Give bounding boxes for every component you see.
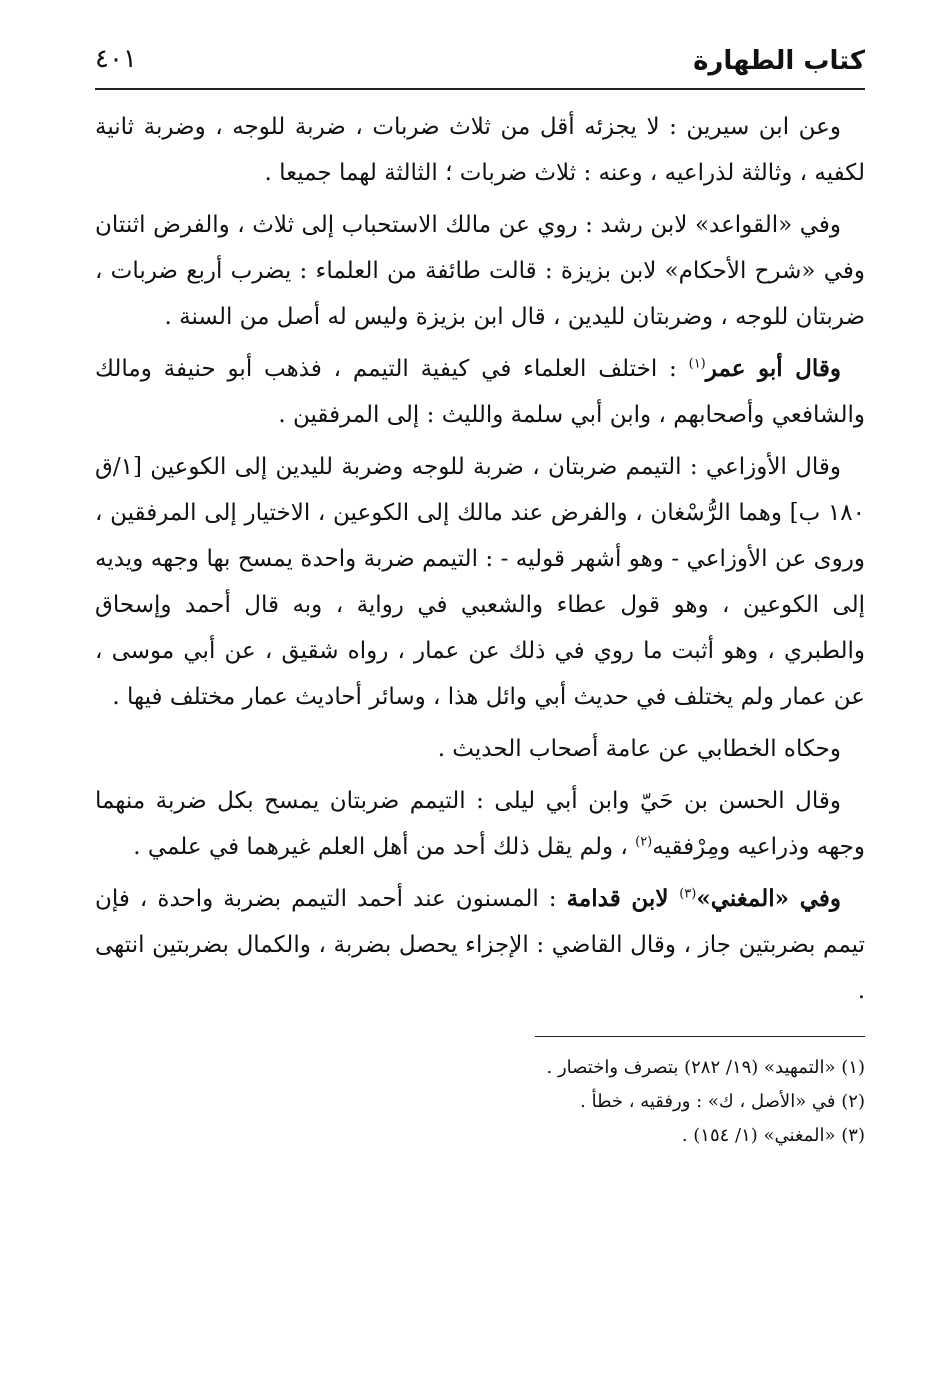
- footnote-ref: (٢): [635, 834, 653, 850]
- paragraph-text: : المسنون عند أحمد التيمم بضربة واحدة ، فإن تيمم بضربتين جاز ، وقال القاضي : الإجزاء يحصل بضربة ، والكمال بضربتين انتهى .: [95, 886, 865, 1004]
- footnote: (٢) في «الأصل ، ك» : ورفقيه ، خطأ .: [580, 1091, 865, 1112]
- book-page: [95, 40, 865, 1153]
- paragraph-text: : اختلف العلماء في كيفية التيمم ، فذهب أبو حنيفة ومالك والشافعي وأصحابهم ، وابن أبي سلمة والليث : إلى المرفقين .: [95, 356, 865, 428]
- paragraph: [95, 104, 865, 196]
- paragraph-lead: لابن قدامة: [566, 885, 680, 912]
- footnote: (١) «التمهيد» (١٩/ ٢٨٢) بتصرف واختصار .: [546, 1057, 865, 1078]
- paragraph: [95, 726, 865, 772]
- paragraph: [95, 778, 865, 870]
- paragraph-text: وفي «القواعد» لابن رشد : روي عن مالك الاستحباب إلى ثلاث ، والفرض اثنتان وفي «شرح الأحكام» لابن بزيزة : قالت طائفة من العلماء : يضرب أربع ضربات ، ضربتان للوجه ، وضربتان لليدين ، قال ابن بزيزة وليس له أصل من السنة .: [95, 212, 865, 330]
- page-header: [95, 40, 865, 90]
- page-number: ٤٠١: [95, 44, 137, 74]
- paragraph-text: وحكاه الخطابي عن عامة أصحاب الحديث .: [437, 736, 841, 762]
- paragraph-lead: وفي «المغني»: [696, 885, 842, 912]
- chapter-title: كتاب الطهارة: [693, 46, 865, 76]
- footnote-divider: [535, 1036, 865, 1037]
- footnote: (٣) «المغني» (١/ ١٥٤) .: [681, 1125, 865, 1146]
- paragraph: [95, 876, 865, 1014]
- paragraph-text: وقال الحسن بن حَيّ وابن أبي ليلى : التيمم ضربتان يمسح بكل ضربة منهما وجهه وذراعيه ومِرْفقيه: [95, 788, 865, 860]
- footnotes: [95, 1051, 865, 1153]
- paragraph-text: وقال الأوزاعي : التيمم ضربتان ، ضربة للوجه وضربة لليدين إلى الكوعين [١/ق ١٨٠ ب] وهما الرُّسْغان ، والفرض عند مالك إلى الكوعين ، الاختيار إلى المرفقين ، وروى عن الأوزاعي - وهو أشهر قوليه - : التيمم ضربة واحدة يمسح بها وجهه ويديه إلى الكوعين ، وهو قول عطاء والشعبي في رواية ، وبه قال أحمد وإسحاق والطبري ، وهو أثبت ما روي في ذلك عن عمار ، رواه شقيق ، عن أبي موسى ، عن عمار ولم يختلف في حديث أبي وائل هذا ، وسائر أحاديث عمار مختلف فيها .: [95, 454, 865, 710]
- footnote-ref: (١): [688, 356, 706, 372]
- paragraph: [95, 202, 865, 340]
- paragraph-lead: وقال أبو عمر: [705, 355, 841, 382]
- paragraph-text: ، ولم يقل ذلك أحد من أهل العلم غيرهما في علمي .: [133, 834, 636, 860]
- paragraph-text: وعن ابن سيرين : لا يجزئه أقل من ثلاث ضربات ، ضربة للوجه ، وضربة ثانية لكفيه ، وثالثة لذراعيه ، وعنه : ثلاث ضربات ؛ الثالثة لهما جميعا .: [95, 114, 865, 186]
- footnote-ref: (٣): [679, 886, 697, 902]
- paragraph: [95, 346, 865, 438]
- paragraph: [95, 444, 865, 720]
- main-text: [95, 104, 865, 1014]
